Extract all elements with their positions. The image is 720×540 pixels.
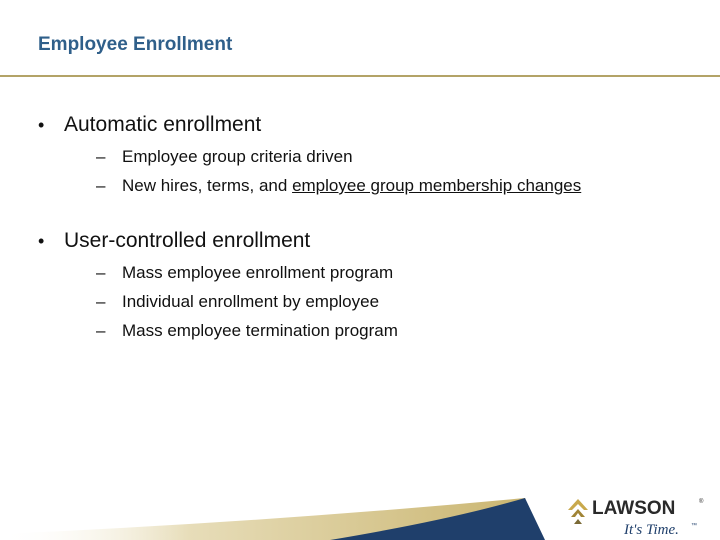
sub-list (64, 258, 678, 345)
sub-dash: – (96, 321, 106, 340)
logo-tagline: It's Time. (624, 522, 679, 538)
bullet-text: User-controlled enrollment (64, 229, 311, 252)
sub-item (64, 316, 678, 345)
sub-item (64, 287, 678, 316)
bullet-automatic-enrollment (38, 110, 678, 200)
bullet-text: Automatic enrollment (64, 113, 262, 136)
sub-item (64, 258, 678, 287)
sub-dash: – (96, 147, 106, 166)
sub-item-text: Employee group criteria driven (122, 147, 353, 166)
bullet-dot: • (38, 231, 45, 251)
sub-item-text: Mass employee termination program (122, 321, 398, 340)
sub-dash: – (96, 176, 106, 195)
bullet-dot: • (38, 115, 45, 135)
sub-item-text: Individual enrollment by employee (122, 292, 380, 311)
bullet-spacer (38, 200, 678, 226)
sub-item-text-prefix: New hires, terms, and (122, 176, 293, 195)
logo-brand: LAWSON (592, 498, 676, 519)
sub-item (64, 142, 678, 171)
lawson-chevron-icon (568, 499, 588, 524)
slide-title: Employee Enrollment (38, 34, 233, 55)
logo-registered-mark: ® (699, 499, 704, 505)
bullet-list (38, 110, 678, 345)
sub-dash: – (96, 263, 106, 282)
sub-item (64, 171, 678, 200)
sub-item-text: Mass employee enrollment program (122, 263, 394, 282)
sub-item-text-underlined: employee group membership changes (292, 176, 582, 195)
title-divider (0, 75, 720, 77)
bullet-user-controlled-enrollment (38, 226, 678, 345)
logo-tagline-mark: ™ (691, 523, 697, 529)
sub-list (64, 142, 678, 200)
lawson-logo (566, 494, 716, 538)
sub-dash: – (96, 292, 106, 311)
